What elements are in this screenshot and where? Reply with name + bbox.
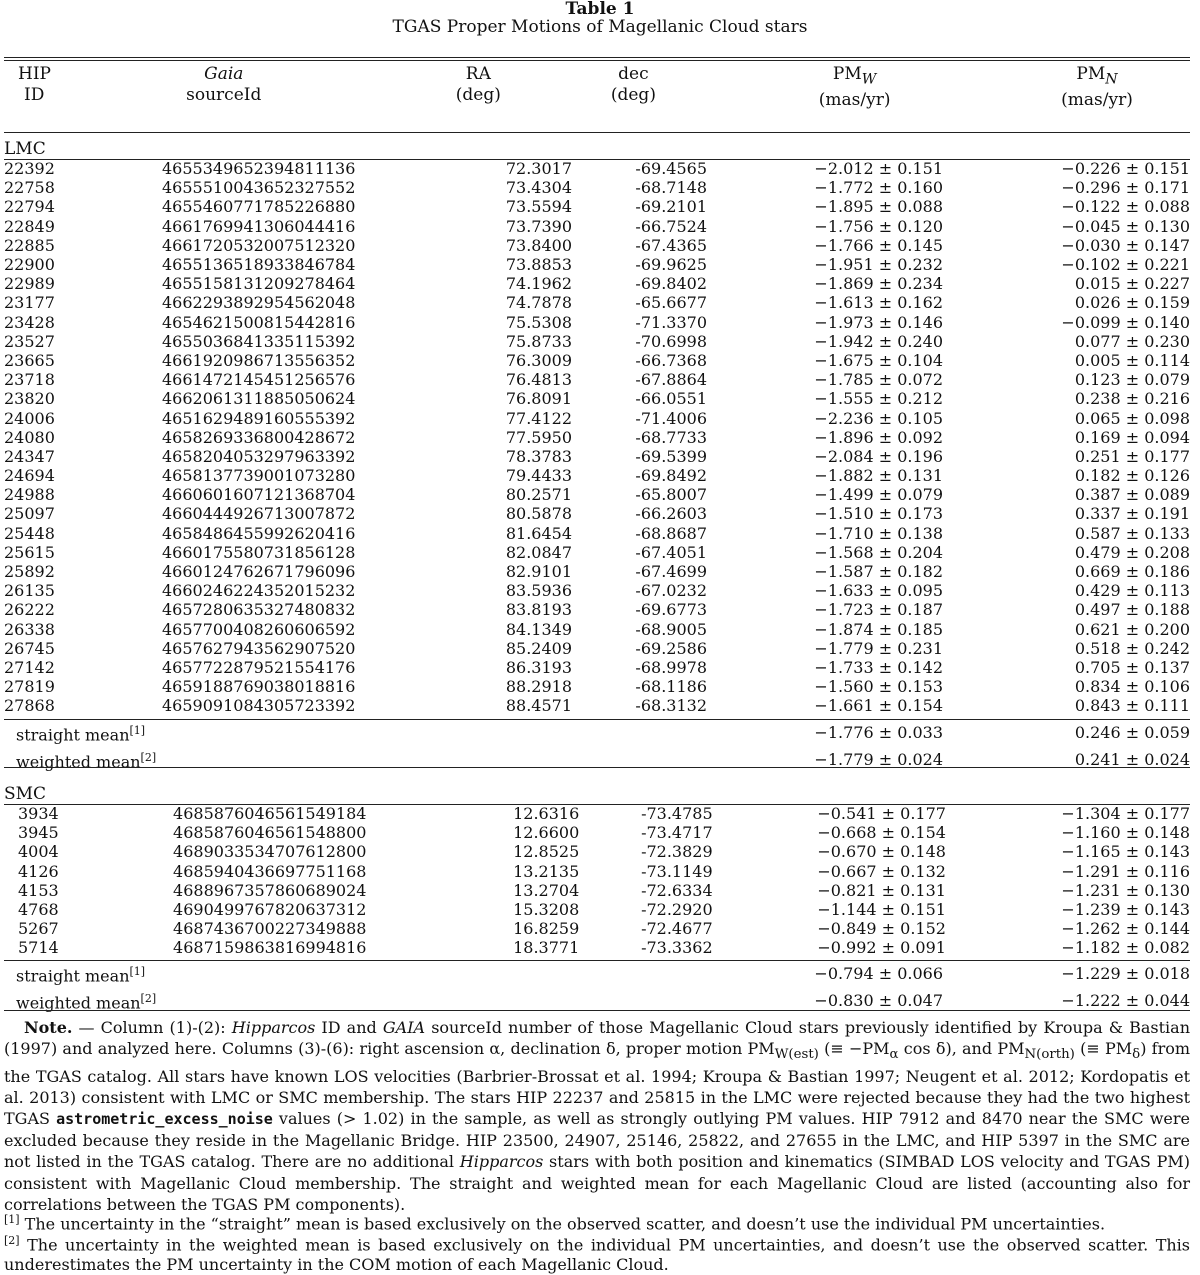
gaia-id-cell: 4688967357860689024 xyxy=(173,880,367,900)
table-row xyxy=(4,236,1190,255)
pmn-cell: 0.077 ± 0.230 xyxy=(1074,331,1190,351)
hip-id-cell: 26745 xyxy=(4,638,55,658)
dec-cell: -73.4717 xyxy=(641,823,713,843)
pmn-cell: 0.429 ± 0.113 xyxy=(1074,581,1190,601)
ra-cell: 76.8091 xyxy=(505,389,572,409)
dec-cell: -65.6677 xyxy=(635,293,707,313)
table-row xyxy=(4,581,1190,600)
hip-id-cell: 22758 xyxy=(4,178,55,198)
pmw-cell: −1.568 ± 0.204 xyxy=(814,542,943,562)
ra-cell: 13.2704 xyxy=(513,880,580,900)
ra-cell: 83.5936 xyxy=(505,581,572,601)
header-rule xyxy=(4,132,1190,133)
table-row xyxy=(4,842,1190,861)
pmn-cell: −0.226 ± 0.151 xyxy=(1061,159,1190,179)
table-row xyxy=(4,313,1190,332)
dec-cell: -67.0232 xyxy=(635,581,707,601)
gaia-id-cell: 4689033534707612800 xyxy=(173,842,367,862)
gaia-id-cell: 4660601607121368704 xyxy=(162,485,356,505)
pmw-cell: −1.766 ± 0.145 xyxy=(814,235,943,255)
pmw-cell: −1.733 ± 0.142 xyxy=(814,657,943,677)
pmw-cell: −1.779 ± 0.231 xyxy=(814,638,943,658)
table-row xyxy=(4,620,1190,639)
gaia-id-cell: 4661769941306044416 xyxy=(162,216,356,236)
pmw-cell: −0.849 ± 0.152 xyxy=(817,919,946,939)
gaia-id-cell: 4657280635327480832 xyxy=(162,600,356,620)
dec-cell: -68.7733 xyxy=(635,427,707,447)
table-row xyxy=(4,862,1190,881)
pmn-cell: −1.231 ± 0.130 xyxy=(1061,880,1190,900)
gaia-id-cell: 4654621500815442816 xyxy=(162,312,356,332)
mean-pmw: −0.794 ± 0.066 xyxy=(814,964,943,984)
table-row xyxy=(4,293,1190,312)
table-row xyxy=(4,900,1190,919)
pmn-cell: 0.587 ± 0.133 xyxy=(1074,523,1190,543)
table-row xyxy=(4,447,1190,466)
table-row xyxy=(4,804,1190,823)
dec-cell: -68.7148 xyxy=(635,178,707,198)
table-row xyxy=(4,217,1190,236)
pmn-cell: 0.834 ± 0.106 xyxy=(1074,677,1190,697)
hip-id-cell: 4004 xyxy=(18,842,59,862)
ra-cell: 82.0847 xyxy=(505,542,572,562)
pmn-cell: −1.291 ± 0.116 xyxy=(1061,861,1190,881)
gaia-id-cell: 4690499767820637312 xyxy=(173,900,367,920)
gaia-id-cell: 4655510043652327552 xyxy=(162,178,356,198)
ra-cell: 80.5878 xyxy=(505,504,572,524)
hip-id-cell: 24694 xyxy=(4,466,55,486)
table-row xyxy=(4,677,1190,696)
ra-cell: 73.4304 xyxy=(505,178,572,198)
hip-id-cell: 27868 xyxy=(4,696,55,716)
pmw-cell: −1.896 ± 0.092 xyxy=(814,427,943,447)
pmn-cell: −1.239 ± 0.143 xyxy=(1061,900,1190,920)
header-pmn: $PM_N$ (mas/yr) xyxy=(1061,64,1133,111)
gaia-id-cell: 4655036841335115392 xyxy=(162,331,356,351)
table-row xyxy=(4,504,1190,523)
table-row xyxy=(4,658,1190,677)
hip-id-cell: 4126 xyxy=(18,861,59,881)
bottom-rule xyxy=(4,1010,1190,1011)
ra-cell: 73.7390 xyxy=(505,216,572,236)
hip-id-cell: 26338 xyxy=(4,619,55,639)
dec-cell: -66.7524 xyxy=(635,216,707,236)
header-hip: HIP ID xyxy=(18,64,51,105)
ra-cell: 76.3009 xyxy=(505,350,572,370)
pmw-cell: −0.668 ± 0.154 xyxy=(817,823,946,843)
pmw-cell: −1.613 ± 0.162 xyxy=(814,293,943,313)
gaia-id-cell: 4660124762671796096 xyxy=(162,562,356,582)
pmw-cell: −0.541 ± 0.177 xyxy=(817,804,946,824)
ra-cell: 18.3771 xyxy=(513,938,580,958)
dec-cell: -66.0551 xyxy=(635,389,707,409)
dec-cell: -69.8492 xyxy=(635,466,707,486)
gaia-id-cell: 4660246224352015232 xyxy=(162,581,356,601)
dec-cell: -68.3132 xyxy=(635,696,707,716)
table-row xyxy=(4,255,1190,274)
table-label: Table 1 xyxy=(565,0,635,19)
table-row xyxy=(4,696,1190,715)
hip-id-cell: 25615 xyxy=(4,542,55,562)
hip-id-cell: 3934 xyxy=(18,804,59,824)
gaia-id-cell: 4662061311885050624 xyxy=(162,389,356,409)
hip-id-cell: 24080 xyxy=(4,427,55,447)
lmc-table xyxy=(4,159,1190,715)
pmn-cell: 0.169 ± 0.094 xyxy=(1074,427,1190,447)
mean-label: straight mean[1] xyxy=(16,724,146,745)
table-row xyxy=(4,524,1190,543)
pmn-cell: 0.843 ± 0.111 xyxy=(1074,696,1190,716)
ra-cell: 77.5950 xyxy=(505,427,572,447)
mean-label: weighted mean[2] xyxy=(16,751,157,772)
ra-cell: 12.6316 xyxy=(513,804,580,824)
pmw-cell: −1.675 ± 0.104 xyxy=(814,350,943,370)
pmw-cell: −2.012 ± 0.151 xyxy=(814,159,943,179)
table-row xyxy=(4,274,1190,293)
pmw-cell: −1.710 ± 0.138 xyxy=(814,523,943,543)
gaia-id-cell: 4657722879521554176 xyxy=(162,657,356,677)
ra-cell: 85.2409 xyxy=(505,638,572,658)
pmw-cell: −1.499 ± 0.079 xyxy=(814,485,943,505)
gaia-id-cell: 4685940436697751168 xyxy=(173,861,367,881)
hip-id-cell: 23177 xyxy=(4,293,55,313)
hip-id-cell: 25892 xyxy=(4,562,55,582)
pmw-cell: −2.084 ± 0.196 xyxy=(814,446,943,466)
pmn-cell: −0.030 ± 0.147 xyxy=(1061,235,1190,255)
ra-cell: 84.1349 xyxy=(505,619,572,639)
table-row xyxy=(4,332,1190,351)
gaia-id-cell: 4660175580731856128 xyxy=(162,542,356,562)
mean-pmn: 0.241 ± 0.024 xyxy=(1074,750,1190,770)
gaia-id-cell: 4658137739001073280 xyxy=(162,466,356,486)
dec-cell: -67.4699 xyxy=(635,562,707,582)
gaia-id-cell: 4660444926713007872 xyxy=(162,504,356,524)
dec-cell: -72.4677 xyxy=(641,919,713,939)
dec-cell: -66.7368 xyxy=(635,350,707,370)
header-dec: dec (deg) xyxy=(610,64,656,105)
pmw-cell: −2.236 ± 0.105 xyxy=(814,408,943,428)
gaia-id-cell: 4687436700227349888 xyxy=(173,919,367,939)
hip-id-cell: 24988 xyxy=(4,485,55,505)
mean-pmw: −1.776 ± 0.033 xyxy=(814,723,943,743)
pmn-cell: 0.479 ± 0.208 xyxy=(1074,542,1190,562)
pmw-cell: −0.821 ± 0.131 xyxy=(817,880,946,900)
pmw-cell: −1.895 ± 0.088 xyxy=(814,197,943,217)
ra-cell: 75.8733 xyxy=(505,331,572,351)
pmn-cell: 0.705 ± 0.137 xyxy=(1074,657,1190,677)
pmn-cell: 0.621 ± 0.200 xyxy=(1074,619,1190,639)
table-caption xyxy=(0,0,1200,36)
hip-id-cell: 23718 xyxy=(4,370,55,390)
lmc-means xyxy=(4,719,1190,774)
ra-cell: 77.4122 xyxy=(505,408,572,428)
pmn-cell: 0.015 ± 0.227 xyxy=(1074,274,1190,294)
gaia-id-cell: 4687159863816994816 xyxy=(173,938,367,958)
pmn-cell: −1.165 ± 0.143 xyxy=(1061,842,1190,862)
table-row xyxy=(4,428,1190,447)
table-row xyxy=(4,919,1190,938)
table-title: TGAS Proper Motions of Magellanic Cloud stars xyxy=(392,17,808,37)
ra-cell: 73.8400 xyxy=(505,235,572,255)
lmc-straight-mean-row xyxy=(4,719,1190,746)
ra-cell: 72.3017 xyxy=(505,159,572,179)
hip-id-cell: 26222 xyxy=(4,600,55,620)
pmw-cell: −1.510 ± 0.173 xyxy=(814,504,943,524)
mean-pmw: −0.830 ± 0.047 xyxy=(814,991,943,1011)
mean-label: straight mean[1] xyxy=(16,965,146,986)
table-row xyxy=(4,600,1190,619)
lmc-weighted-mean-row xyxy=(4,746,1190,773)
footnote-1: [1] The uncertainty in the “straight” mean is based exclusively on the observed scatter, and doesn’t use the individual PM uncertainties. xyxy=(4,1213,1106,1234)
table-row xyxy=(4,466,1190,485)
pmn-cell: 0.518 ± 0.242 xyxy=(1074,638,1190,658)
table-row xyxy=(4,197,1190,216)
hip-id-cell: 22849 xyxy=(4,216,55,236)
dec-cell: -72.6334 xyxy=(641,880,713,900)
dec-cell: -72.3829 xyxy=(641,842,713,862)
gaia-id-cell: 4685876046561548800 xyxy=(173,823,367,843)
dec-cell: -73.1149 xyxy=(641,861,713,881)
pmw-cell: −1.723 ± 0.187 xyxy=(814,600,943,620)
gaia-id-cell: 4685876046561549184 xyxy=(173,804,367,824)
pmw-cell: −1.144 ± 0.151 xyxy=(817,900,946,920)
dec-cell: -69.9625 xyxy=(635,255,707,275)
ra-cell: 82.9101 xyxy=(505,562,572,582)
dec-cell: -69.4565 xyxy=(635,159,707,179)
table-row xyxy=(4,543,1190,562)
hip-id-cell: 23820 xyxy=(4,389,55,409)
table-row xyxy=(4,562,1190,581)
dec-cell: -70.6998 xyxy=(635,331,707,351)
dec-cell: -69.5399 xyxy=(635,446,707,466)
gaia-id-cell: 4661720532007512320 xyxy=(162,235,356,255)
mean-pmn: −1.229 ± 0.018 xyxy=(1061,964,1190,984)
mean-pmw: −1.779 ± 0.024 xyxy=(814,750,943,770)
gaia-id-cell: 4655136518933846784 xyxy=(162,255,356,275)
ra-cell: 74.1962 xyxy=(505,274,572,294)
dec-cell: -68.9005 xyxy=(635,619,707,639)
gaia-id-cell: 4655158131209278464 xyxy=(162,274,356,294)
mean-pmn: −1.222 ± 0.044 xyxy=(1061,991,1190,1011)
pmw-cell: −0.667 ± 0.132 xyxy=(817,861,946,881)
top-rule xyxy=(4,57,1190,58)
dec-cell: -69.2101 xyxy=(635,197,707,217)
hip-id-cell: 24006 xyxy=(4,408,55,428)
gaia-id-cell: 4659188769038018816 xyxy=(162,677,356,697)
dec-cell: -68.1186 xyxy=(635,677,707,697)
dec-cell: -68.9978 xyxy=(635,657,707,677)
column-header xyxy=(4,64,1190,111)
hip-id-cell: 5714 xyxy=(18,938,59,958)
table-row xyxy=(4,178,1190,197)
dec-cell: -69.8402 xyxy=(635,274,707,294)
gaia-id-cell: 4651629489160555392 xyxy=(162,408,356,428)
pmn-cell: −0.122 ± 0.088 xyxy=(1061,197,1190,217)
ra-cell: 83.8193 xyxy=(505,600,572,620)
pmw-cell: −1.555 ± 0.212 xyxy=(814,389,943,409)
pmw-cell: −0.992 ± 0.091 xyxy=(817,938,946,958)
ra-cell: 73.8853 xyxy=(505,255,572,275)
pmn-cell: −1.304 ± 0.177 xyxy=(1061,804,1190,824)
ra-cell: 78.3783 xyxy=(505,446,572,466)
table-row xyxy=(4,389,1190,408)
top-rule-double xyxy=(4,60,1190,61)
dec-cell: -69.2586 xyxy=(635,638,707,658)
table-row xyxy=(4,823,1190,842)
header-pmw: $PM_W$ (mas/yr) xyxy=(818,64,891,111)
pmw-cell: −1.633 ± 0.095 xyxy=(814,581,943,601)
gaia-id-cell: 4662293892954562048 xyxy=(162,293,356,313)
hip-id-cell: 25448 xyxy=(4,523,55,543)
dec-cell: -73.3362 xyxy=(641,938,713,958)
dec-cell: -71.4006 xyxy=(635,408,707,428)
pmn-cell: −1.182 ± 0.082 xyxy=(1061,938,1190,958)
hip-id-cell: 27819 xyxy=(4,677,55,697)
gaia-id-cell: 4655460771785226880 xyxy=(162,197,356,217)
ra-cell: 79.4433 xyxy=(505,466,572,486)
pmw-cell: −1.661 ± 0.154 xyxy=(814,696,943,716)
dec-cell: -72.2920 xyxy=(641,900,713,920)
ra-cell: 13.2135 xyxy=(513,861,580,881)
hip-id-cell: 24347 xyxy=(4,446,55,466)
hip-id-cell: 4768 xyxy=(18,900,59,920)
gaia-id-cell: 4658486455992620416 xyxy=(162,523,356,543)
hip-id-cell: 23527 xyxy=(4,331,55,351)
pmw-cell: −1.587 ± 0.182 xyxy=(814,562,943,582)
pmw-cell: −1.942 ± 0.240 xyxy=(814,331,943,351)
gaia-id-cell: 4661472145451256576 xyxy=(162,370,356,390)
dec-cell: -65.8007 xyxy=(635,485,707,505)
dec-cell: -73.4785 xyxy=(641,804,713,824)
smc-section-label: SMC xyxy=(4,784,47,804)
ra-cell: 75.5308 xyxy=(505,312,572,332)
pmn-cell: −0.099 ± 0.140 xyxy=(1061,312,1190,332)
gaia-id-cell: 4657627943562907520 xyxy=(162,638,356,658)
pmn-cell: 0.238 ± 0.216 xyxy=(1074,389,1190,409)
ra-cell: 76.4813 xyxy=(505,370,572,390)
table-row xyxy=(4,408,1190,427)
mean-label: weighted mean[2] xyxy=(16,992,157,1013)
dec-cell: -69.6773 xyxy=(635,600,707,620)
pmn-cell: 0.251 ± 0.177 xyxy=(1074,446,1190,466)
hip-id-cell: 22794 xyxy=(4,197,55,217)
ra-cell: 73.5594 xyxy=(505,197,572,217)
lmc-end-rule xyxy=(4,767,1190,768)
gaia-id-cell: 4658269336800428672 xyxy=(162,427,356,447)
ra-cell: 16.8259 xyxy=(513,919,580,939)
pmn-cell: −0.102 ± 0.221 xyxy=(1061,255,1190,275)
dec-cell: -71.3370 xyxy=(635,312,707,332)
ra-cell: 12.8525 xyxy=(513,842,580,862)
pmn-cell: 0.005 ± 0.114 xyxy=(1074,350,1190,370)
smc-means xyxy=(4,960,1190,1015)
ra-cell: 15.3208 xyxy=(513,900,580,920)
hip-id-cell: 23428 xyxy=(4,312,55,332)
hip-id-cell: 27142 xyxy=(4,657,55,677)
pmn-cell: 0.182 ± 0.126 xyxy=(1074,466,1190,486)
pmn-cell: 0.123 ± 0.079 xyxy=(1074,370,1190,390)
gaia-id-cell: 4659091084305723392 xyxy=(162,696,356,716)
smc-straight-mean-row xyxy=(4,960,1190,987)
ra-cell: 86.3193 xyxy=(505,657,572,677)
pmw-cell: −1.772 ± 0.160 xyxy=(814,178,943,198)
gaia-id-cell: 4658204053297963392 xyxy=(162,446,356,466)
pmn-cell: −1.262 ± 0.144 xyxy=(1061,919,1190,939)
lmc-section-label: LMC xyxy=(4,139,46,159)
mean-pmn: 0.246 ± 0.059 xyxy=(1074,723,1190,743)
footnote-2: [2] The uncertainty in the weighted mean is based exclusively on the individual PM uncertainties, and doesn’t use the observed scatter. This underestimates the PM uncertainty in the COM motion of each Magellanic Cloud. xyxy=(4,1234,1190,1275)
pmn-cell: 0.337 ± 0.191 xyxy=(1074,504,1190,524)
pmw-cell: −1.785 ± 0.072 xyxy=(814,370,943,390)
pmn-cell: −1.160 ± 0.148 xyxy=(1061,823,1190,843)
pmw-cell: −1.874 ± 0.185 xyxy=(814,619,943,639)
pmn-cell: 0.669 ± 0.186 xyxy=(1074,562,1190,582)
pmn-cell: −0.296 ± 0.171 xyxy=(1061,178,1190,198)
ra-cell: 12.6600 xyxy=(513,823,580,843)
table-row xyxy=(4,351,1190,370)
pmw-cell: −1.869 ± 0.234 xyxy=(814,274,943,294)
dec-cell: -67.4051 xyxy=(635,542,707,562)
table-row xyxy=(4,639,1190,658)
pmw-cell: −1.973 ± 0.146 xyxy=(814,312,943,332)
hip-id-cell: 22885 xyxy=(4,235,55,255)
pmn-cell: −0.045 ± 0.130 xyxy=(1061,216,1190,236)
ra-cell: 88.2918 xyxy=(505,677,572,697)
header-ra: RA (deg) xyxy=(455,64,501,105)
pmn-cell: 0.065 ± 0.098 xyxy=(1074,408,1190,428)
hip-id-cell: 4153 xyxy=(18,880,59,900)
pmw-cell: −1.756 ± 0.120 xyxy=(814,216,943,236)
gaia-id-cell: 4655349652394811136 xyxy=(162,159,356,179)
table-row xyxy=(4,938,1190,957)
header-gaia: Gaia sourceId xyxy=(186,64,262,105)
hip-id-cell: 23665 xyxy=(4,350,55,370)
ra-cell: 88.4571 xyxy=(505,696,572,716)
hip-id-cell: 5267 xyxy=(18,919,59,939)
pmw-cell: −1.560 ± 0.153 xyxy=(814,677,943,697)
dec-cell: -67.8864 xyxy=(635,370,707,390)
hip-id-cell: 25097 xyxy=(4,504,55,524)
table-row xyxy=(4,159,1190,178)
smc-table xyxy=(4,804,1190,958)
dec-cell: -67.4365 xyxy=(635,235,707,255)
pmw-cell: −1.951 ± 0.232 xyxy=(814,255,943,275)
hip-id-cell: 3945 xyxy=(18,823,59,843)
pmw-cell: −1.882 ± 0.131 xyxy=(814,466,943,486)
hip-id-cell: 22392 xyxy=(4,159,55,179)
pmn-cell: 0.026 ± 0.159 xyxy=(1074,293,1190,313)
table-note: Note. — Column (1)-(2): Hipparcos ID and GAIA sourceId number of those Magellanic Cloud stars previously identified by Kroupa & Bastian (1997) and analyzed here. Columns (3)-(6): right ascension α, declination δ, proper motion $PM_{W(est)}$ (≡ $-PM_\alpha$ cos δ), and $PM_{N(orth)}$ (≡ $PM_\delta$) from the TGAS catalog. All stars have known LOS velocities (Barbrier-Brossat et al. 1994; Kroupa & Bastian 1997; Neugent et al. 2012; Kordopatis et al. 2013) consistent with LMC or SMC membership. The stars HIP 22237 and 25815 in the LMC were rejected because they had the two highest TGAS astrometric_excess_noise values (> 1.02) in the sample, as well as strongly outlying PM values. HIP 7912 and 8470 near the SMC were excluded because they reside in the Magellanic Bridge. HIP 23500, 24907, 25146, 25822, and 27655 in the LMC, and HIP 5397 in the SMC are not listed in the TGAS catalog. There are no additional Hipparcos stars with both position and kinematics (SIMBAD LOS velocity and TGAS PM) consistent with Magellanic Cloud membership. The straight and weighted mean for each Magellanic Cloud are listed (accounting also for correlations between the TGAS PM components). xyxy=(4,1018,1191,1214)
hip-id-cell: 22900 xyxy=(4,255,55,275)
hip-id-cell: 22989 xyxy=(4,274,55,294)
gaia-id-cell: 4661920986713556352 xyxy=(162,350,356,370)
pmn-cell: 0.387 ± 0.089 xyxy=(1074,485,1190,505)
dec-cell: -68.8687 xyxy=(635,523,707,543)
gaia-id-cell: 4657700408260606592 xyxy=(162,619,356,639)
table-row xyxy=(4,370,1190,389)
ra-cell: 80.2571 xyxy=(505,485,572,505)
ra-cell: 74.7878 xyxy=(505,293,572,313)
pmn-cell: 0.497 ± 0.188 xyxy=(1074,600,1190,620)
table-row xyxy=(4,881,1190,900)
table-row xyxy=(4,485,1190,504)
ra-cell: 81.6454 xyxy=(505,523,572,543)
hip-id-cell: 26135 xyxy=(4,581,55,601)
dec-cell: -66.2603 xyxy=(635,504,707,524)
pmw-cell: −0.670 ± 0.148 xyxy=(817,842,946,862)
